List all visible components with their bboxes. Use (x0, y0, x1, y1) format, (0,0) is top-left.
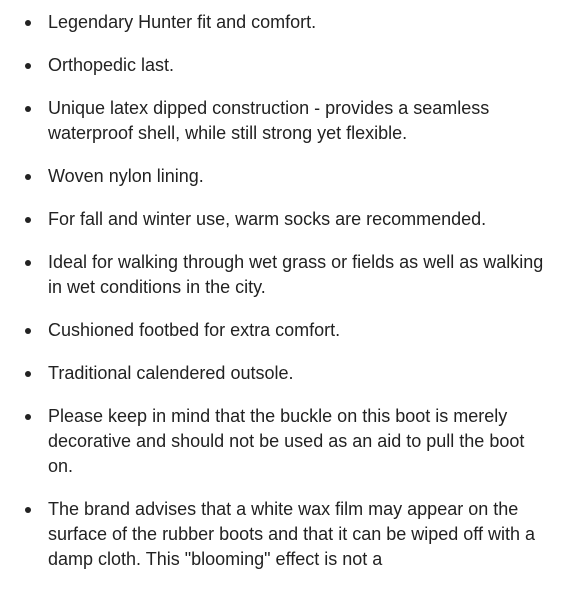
bullet-icon (25, 106, 31, 112)
list-item-text: Orthopedic last. (48, 55, 175, 75)
list-item (0, 404, 580, 479)
list-item-text: Woven nylon lining. (48, 166, 204, 186)
bullet-icon (25, 217, 31, 223)
bullet-icon (25, 371, 31, 377)
list-item (0, 164, 580, 189)
bullet-icon (25, 260, 31, 266)
list-item (0, 10, 580, 35)
bullet-icon (25, 174, 31, 180)
list-item-text: Please keep in mind that the buckle on this boot is merely decorative and should not be used as an aid to pull the boot on. (48, 406, 525, 476)
bullet-icon (25, 20, 31, 26)
list-item-text: Unique latex dipped construction - provides a seamless waterproof shell, while still strong yet flexible. (48, 98, 490, 143)
list-item-text: Legendary Hunter fit and comfort. (48, 12, 317, 32)
list-item (0, 361, 580, 386)
list-item-text: The brand advises that a white wax film may appear on the surface of the rubber boots and that it can be wiped off with a damp cloth. This "blooming" effect is not a (48, 499, 535, 569)
list-item (0, 318, 580, 343)
bullet-icon (25, 507, 31, 513)
list-item (0, 250, 580, 300)
list-item (0, 53, 580, 78)
list-item-text: Traditional calendered outsole. (48, 363, 294, 383)
list-item (0, 96, 580, 146)
bullet-icon (25, 414, 31, 420)
list-item-text: Ideal for walking through wet grass or fields as well as walking in wet conditions in the city. (48, 252, 544, 297)
list-item (0, 207, 580, 232)
list-item-text: For fall and winter use, warm socks are recommended. (48, 209, 487, 229)
list-item-text: Cushioned footbed for extra comfort. (48, 320, 341, 340)
bullet-icon (25, 63, 31, 69)
feature-list (0, 10, 580, 590)
list-item (0, 497, 580, 572)
bullet-icon (25, 328, 31, 334)
